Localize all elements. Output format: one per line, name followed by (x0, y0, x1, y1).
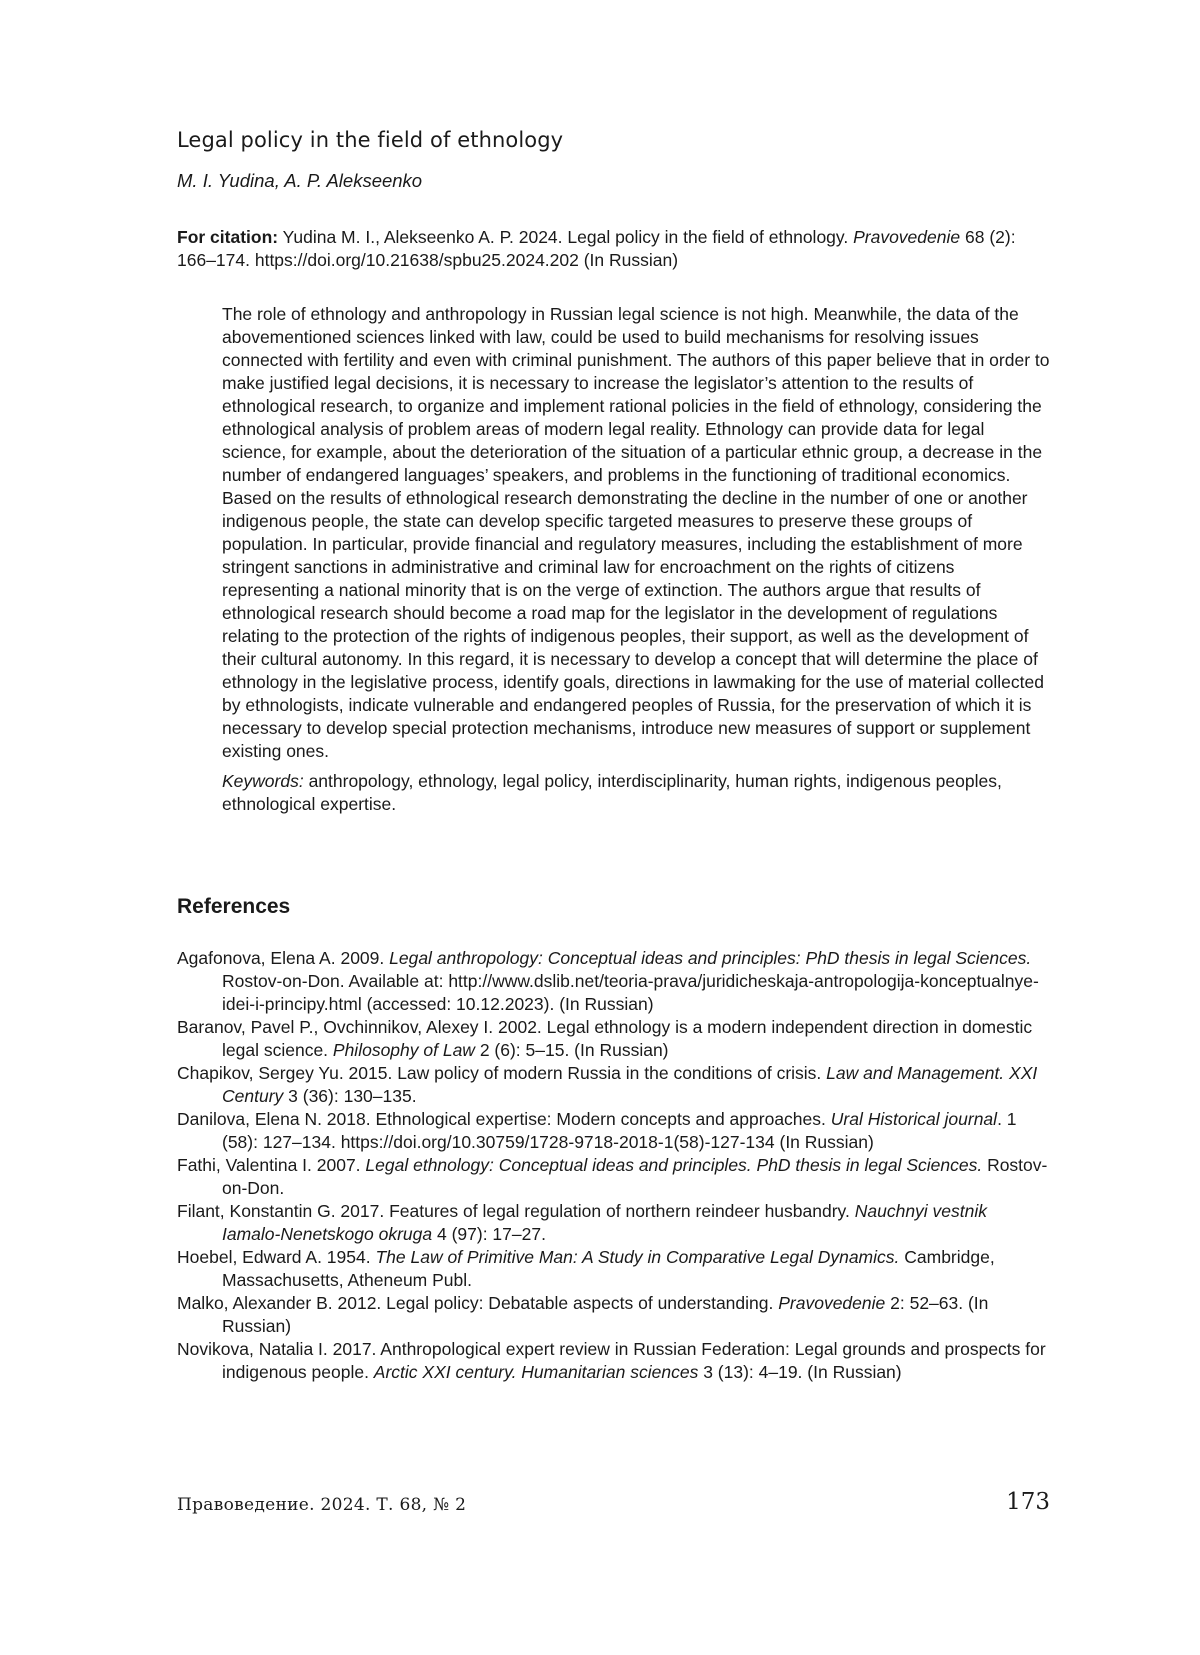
reference-details: 4 (97): 17–27. (432, 1224, 546, 1244)
reference-item (177, 1062, 1050, 1108)
citation (177, 226, 1050, 272)
citation-text-before: Yudina M. I., Alekseenko A. P. 2024. Legal policy in the field of ethnology. (278, 227, 854, 247)
reference-source: Ural Historical journal (830, 1109, 998, 1129)
reference-source: Philosophy of Law (332, 1040, 475, 1060)
page-number: 173 (1006, 1489, 1050, 1515)
reference-source: Nauchnyi vestnik Iamalo-Nenetskogo okruga (222, 1201, 988, 1244)
reference-text: Novikova, Natalia I. 2017. Anthropological expert review in Russian Federation: Legal grounds and prospects for indigenous people. (177, 1339, 1046, 1382)
article-authors: M. I. Yudina, A. P. Alekseenko (177, 170, 423, 191)
reference-source: The Law of Primitive Man: A Study in Comparative Legal Dynamics. (375, 1247, 900, 1267)
citation-text-after: 68 (2): 166–174. https://doi.org/10.21638/spbu25.2024.202 (In Russian) (177, 227, 1016, 270)
abstract-block (222, 303, 1050, 816)
reference-item (177, 1338, 1050, 1384)
reference-text: Baranov, Pavel P., Ovchinnikov, Alexey I. 2002. Legal ethnology is a modern independent direction in domestic legal science. (177, 1017, 1033, 1060)
reference-details: 2: 52–63. (In Russian) (222, 1293, 989, 1336)
reference-details: 3 (13): 4–19. (In Russian) (698, 1362, 902, 1382)
reference-item (177, 947, 1050, 1016)
reference-item (177, 1246, 1050, 1292)
reference-source: Legal anthropology: Conceptual ideas and principles: PhD thesis in legal Sciences. (389, 948, 1032, 968)
reference-source: Pravovedenie (778, 1293, 886, 1313)
reference-item (177, 1292, 1050, 1338)
reference-item (177, 1108, 1050, 1154)
reference-details: Cambridge, Massachusetts, Atheneum Publ. (222, 1247, 995, 1290)
reference-text: Filant, Konstantin G. 2017. Features of legal regulation of northern reindeer husbandry. (177, 1201, 855, 1221)
keywords-label: Keywords: (222, 771, 304, 791)
reference-details: 3 (36): 130–135. (283, 1086, 417, 1106)
reference-details: Rostov-on-Don. (222, 1155, 1048, 1198)
keywords (222, 770, 1050, 816)
references-list (177, 947, 1050, 1384)
reference-text: Danilova, Elena N. 2018. Ethnological expertise: Modern concepts and approaches. (177, 1109, 831, 1129)
citation-journal: Pravovedenie (853, 227, 961, 247)
reference-item (177, 1016, 1050, 1062)
reference-text: Hoebel, Edward A. 1954. (177, 1247, 376, 1267)
references-heading: References (177, 895, 291, 918)
article-title: Legal policy in the field of ethnology (177, 128, 564, 152)
keywords-text: anthropology, ethnology, legal policy, interdisciplinarity, human rights, indigenous peoples, ethnological expertise. (222, 771, 1002, 814)
reference-details: . 1 (58): 127–134. https://doi.org/10.30759/1728-9718-2018-1(58)-127-134 (In Russian) (222, 1109, 1017, 1152)
reference-source: Arctic XXI century. Humanitarian sciences (373, 1362, 699, 1382)
reference-source: Legal ethnology: Conceptual ideas and principles. PhD thesis in legal Sciences. (365, 1155, 983, 1175)
reference-item (177, 1200, 1050, 1246)
reference-details: Rostov-on-Don. Available at: http://www.dslib.net/teoria-prava/juridicheskaja-antropologija-konceptualnye-idei-i-principy.html (accessed: 10.12.2023). (In Russian) (222, 971, 1039, 1014)
reference-details: 2 (6): 5–15. (In Russian) (474, 1040, 669, 1060)
citation-label: For citation: (177, 227, 279, 247)
abstract-text: The role of ethnology and anthropology in Russian legal science is not high. Meanwhile, the data of the abovementioned sciences linked with law, could be used to build mechanisms for resolving issues connected with fertility and even with criminal punishment. The authors of this paper believe that in order to make justified legal decisions, it is necessary to increase the legislator’s attention to the results of ethnological research, to organize and implement rational policies in the field of ethnology, considering the ethnological analysis of problem areas of modern legal reality. Ethnology can provide data for legal science, for example, about the deterioration of the situation of a particular ethnic group, a decrease in the number of endangered languages’ speakers, and problems in the functioning of traditional economics. Based on the results of ethnological research demonstrating the decline in the number of one or another indigenous people, the state can develop specific targeted measures to preserve these groups of population. In particular, provide financial and regulatory measures, including the establishment of more stringent sanctions in administrative and criminal law for encroachment on the rights of citizens representing a national minority that is on the verge of extinction. The authors argue that results of ethnological research should become a road map for the legislator in the development of regulations relating to the protection of the rights of indigenous peoples, their support, as well as the development of their cultural autonomy. In this regard, it is necessary to develop a concept that will determine the place of ethnology in the legislative process, identify goals, directions in lawmaking for the use of material collected by ethnologists, indicate vulnerable and endangered peoples of Russia, for the preservation of which it is necessary to develop special protection mechanisms, introduce new measures of support or supplement existing ones. (222, 304, 1050, 761)
reference-text: Malko, Alexander B. 2012. Legal policy: Debatable aspects of understanding. (177, 1293, 779, 1313)
reference-text: Fathi, Valentina I. 2007. (177, 1155, 366, 1175)
footer-journal: Правоведение. 2024. Т. 68, № 2 (177, 1495, 467, 1515)
reference-source: Law and Management. XXI Century (222, 1063, 1038, 1106)
reference-text: Chapikov, Sergey Yu. 2015. Law policy of modern Russia in the conditions of crisis. (177, 1063, 827, 1083)
reference-item (177, 1154, 1050, 1200)
reference-text: Agafonova, Elena A. 2009. (177, 948, 390, 968)
